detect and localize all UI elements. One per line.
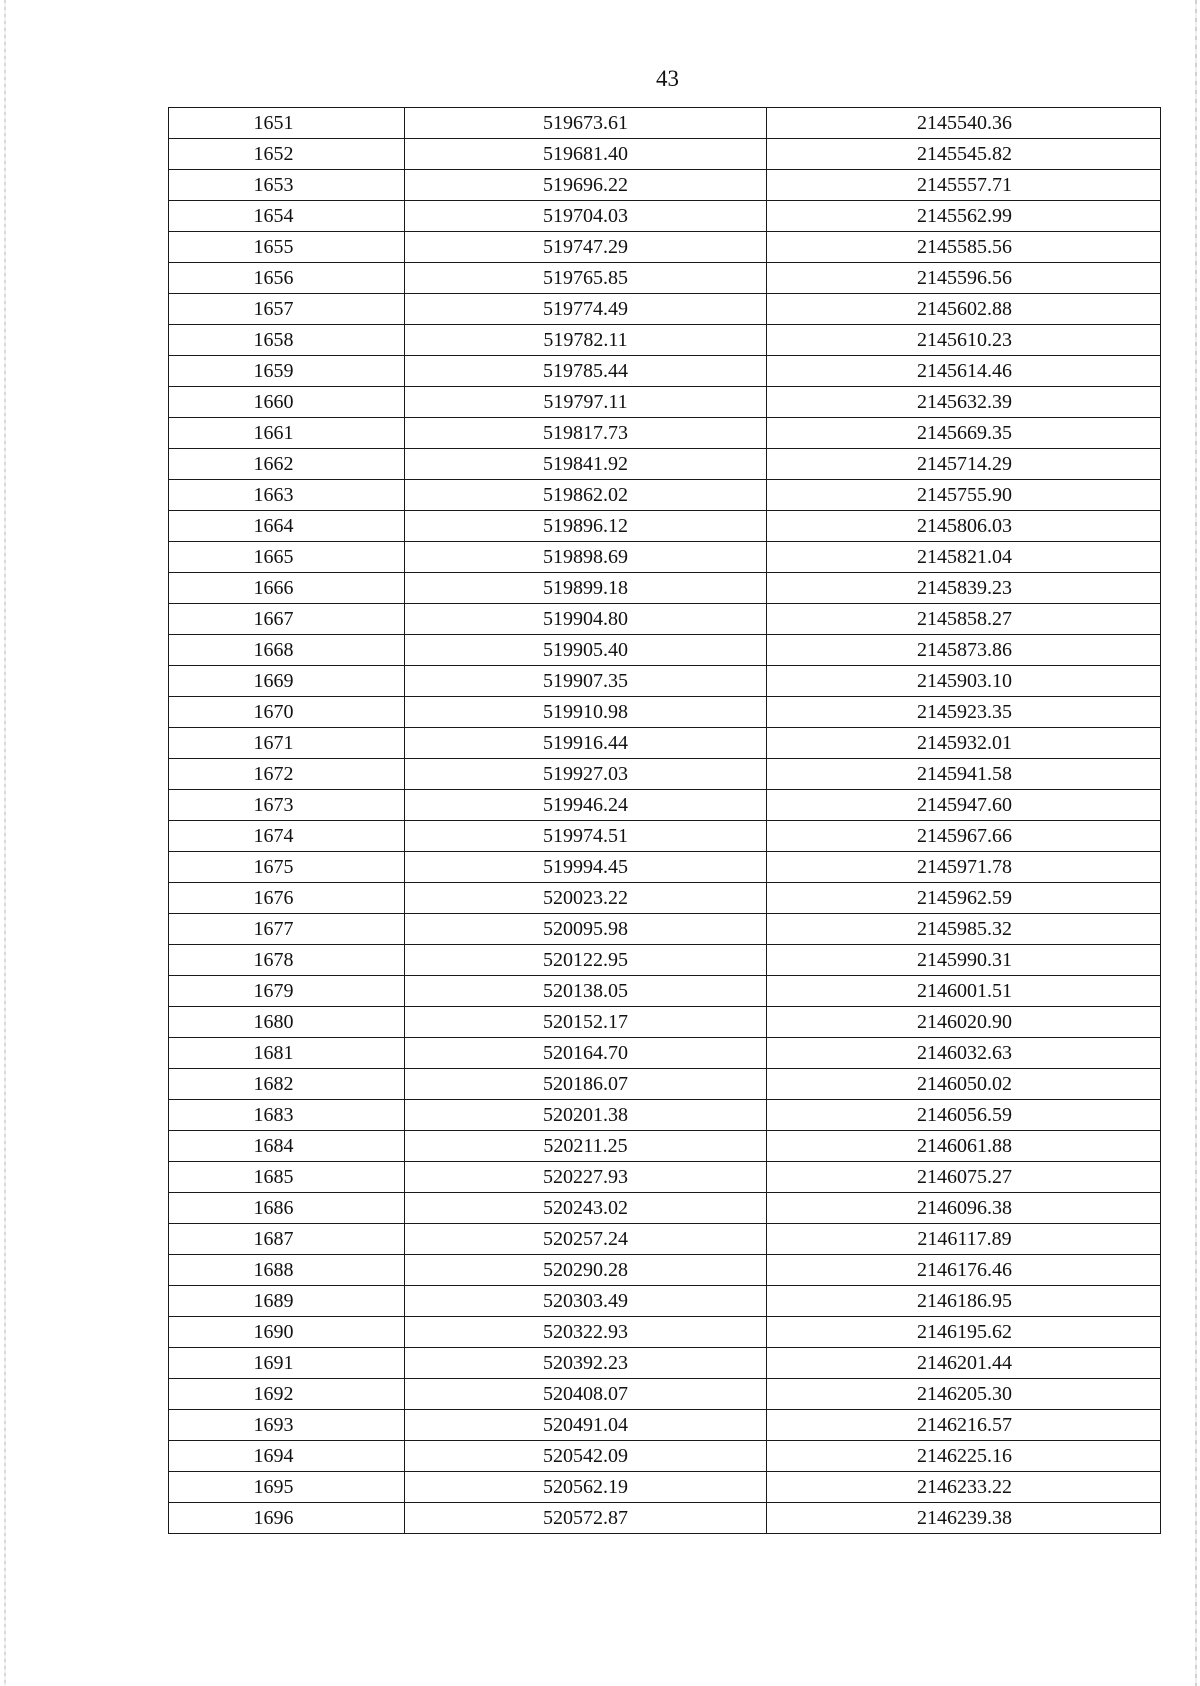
x-coordinate-cell: 520542.09 [405, 1441, 767, 1472]
x-coordinate-cell: 520095.98 [405, 914, 767, 945]
point-number-cell: 1670 [169, 697, 405, 728]
table-row [169, 1007, 1161, 1038]
y-coordinate-cell: 2145585.56 [767, 232, 1161, 263]
y-coordinate-cell: 2145858.27 [767, 604, 1161, 635]
table-row [169, 821, 1161, 852]
x-coordinate-cell: 519774.49 [405, 294, 767, 325]
table-row [169, 511, 1161, 542]
point-number-cell: 1671 [169, 728, 405, 759]
x-coordinate-cell: 520408.07 [405, 1379, 767, 1410]
x-coordinate-cell: 519681.40 [405, 139, 767, 170]
point-number-cell: 1662 [169, 449, 405, 480]
point-number-cell: 1688 [169, 1255, 405, 1286]
table-row [169, 170, 1161, 201]
x-coordinate-cell: 519747.29 [405, 232, 767, 263]
y-coordinate-cell: 2145873.86 [767, 635, 1161, 666]
point-number-cell: 1691 [169, 1348, 405, 1379]
table-row [169, 449, 1161, 480]
table-row [169, 418, 1161, 449]
point-number-cell: 1661 [169, 418, 405, 449]
point-number-cell: 1660 [169, 387, 405, 418]
y-coordinate-cell: 2146233.22 [767, 1472, 1161, 1503]
table-row [169, 728, 1161, 759]
point-number-cell: 1676 [169, 883, 405, 914]
y-coordinate-cell: 2145903.10 [767, 666, 1161, 697]
y-coordinate-cell: 2145821.04 [767, 542, 1161, 573]
point-number-cell: 1663 [169, 480, 405, 511]
y-coordinate-cell: 2145714.29 [767, 449, 1161, 480]
point-number-cell: 1675 [169, 852, 405, 883]
table-row [169, 945, 1161, 976]
point-number-cell: 1696 [169, 1503, 405, 1534]
point-number-cell: 1685 [169, 1162, 405, 1193]
point-number-cell: 1687 [169, 1224, 405, 1255]
y-coordinate-cell: 2146239.38 [767, 1503, 1161, 1534]
x-coordinate-cell: 519946.24 [405, 790, 767, 821]
point-number-cell: 1686 [169, 1193, 405, 1224]
point-number-cell: 1693 [169, 1410, 405, 1441]
y-coordinate-cell: 2146205.30 [767, 1379, 1161, 1410]
y-coordinate-cell: 2145923.35 [767, 697, 1161, 728]
table-row [169, 1379, 1161, 1410]
table-row [169, 1038, 1161, 1069]
table-row [169, 294, 1161, 325]
point-number-cell: 1653 [169, 170, 405, 201]
point-number-cell: 1668 [169, 635, 405, 666]
table-row [169, 480, 1161, 511]
y-coordinate-cell: 2145669.35 [767, 418, 1161, 449]
table-row [169, 1069, 1161, 1100]
y-coordinate-cell: 2145806.03 [767, 511, 1161, 542]
table-row [169, 697, 1161, 728]
point-number-cell: 1681 [169, 1038, 405, 1069]
x-coordinate-cell: 519841.92 [405, 449, 767, 480]
y-coordinate-cell: 2146050.02 [767, 1069, 1161, 1100]
table-row [169, 790, 1161, 821]
y-coordinate-cell: 2145755.90 [767, 480, 1161, 511]
y-coordinate-cell: 2145614.46 [767, 356, 1161, 387]
point-number-cell: 1652 [169, 139, 405, 170]
y-coordinate-cell: 2145545.82 [767, 139, 1161, 170]
x-coordinate-cell: 520303.49 [405, 1286, 767, 1317]
x-coordinate-cell: 520491.04 [405, 1410, 767, 1441]
x-coordinate-cell: 519782.11 [405, 325, 767, 356]
point-number-cell: 1651 [169, 108, 405, 139]
point-number-cell: 1664 [169, 511, 405, 542]
y-coordinate-cell: 2146216.57 [767, 1410, 1161, 1441]
x-coordinate-cell: 519704.03 [405, 201, 767, 232]
table-row [169, 1224, 1161, 1255]
table-row [169, 1348, 1161, 1379]
table-row [169, 573, 1161, 604]
coordinate-table [168, 107, 1161, 1534]
point-number-cell: 1679 [169, 976, 405, 1007]
x-coordinate-cell: 520227.93 [405, 1162, 767, 1193]
x-coordinate-cell: 519696.22 [405, 170, 767, 201]
x-coordinate-cell: 520562.19 [405, 1472, 767, 1503]
table-row [169, 1317, 1161, 1348]
table-row [169, 201, 1161, 232]
x-coordinate-cell: 519910.98 [405, 697, 767, 728]
point-number-cell: 1658 [169, 325, 405, 356]
table-row [169, 232, 1161, 263]
y-coordinate-cell: 2145990.31 [767, 945, 1161, 976]
x-coordinate-cell: 519673.61 [405, 108, 767, 139]
y-coordinate-cell: 2145971.78 [767, 852, 1161, 883]
point-number-cell: 1690 [169, 1317, 405, 1348]
x-coordinate-cell: 519904.80 [405, 604, 767, 635]
table-row [169, 759, 1161, 790]
y-coordinate-cell: 2145596.56 [767, 263, 1161, 294]
y-coordinate-cell: 2145941.58 [767, 759, 1161, 790]
point-number-cell: 1678 [169, 945, 405, 976]
table-row [169, 108, 1161, 139]
y-coordinate-cell: 2146001.51 [767, 976, 1161, 1007]
table-row [169, 604, 1161, 635]
scan-edge-left [4, 0, 6, 1686]
y-coordinate-cell: 2146032.63 [767, 1038, 1161, 1069]
table-row [169, 852, 1161, 883]
point-number-cell: 1666 [169, 573, 405, 604]
x-coordinate-cell: 519905.40 [405, 635, 767, 666]
x-coordinate-cell: 520138.05 [405, 976, 767, 1007]
x-coordinate-cell: 520572.87 [405, 1503, 767, 1534]
x-coordinate-cell: 520164.70 [405, 1038, 767, 1069]
coordinate-table-body [169, 108, 1161, 1534]
y-coordinate-cell: 2145962.59 [767, 883, 1161, 914]
scan-edge-right [1195, 0, 1197, 1686]
point-number-cell: 1677 [169, 914, 405, 945]
table-row [169, 1131, 1161, 1162]
x-coordinate-cell: 519765.85 [405, 263, 767, 294]
y-coordinate-cell: 2145610.23 [767, 325, 1161, 356]
point-number-cell: 1672 [169, 759, 405, 790]
x-coordinate-cell: 520152.17 [405, 1007, 767, 1038]
point-number-cell: 1656 [169, 263, 405, 294]
table-row [169, 139, 1161, 170]
y-coordinate-cell: 2145985.32 [767, 914, 1161, 945]
point-number-cell: 1695 [169, 1472, 405, 1503]
y-coordinate-cell: 2146096.38 [767, 1193, 1161, 1224]
x-coordinate-cell: 519817.73 [405, 418, 767, 449]
y-coordinate-cell: 2146075.27 [767, 1162, 1161, 1193]
y-coordinate-cell: 2146201.44 [767, 1348, 1161, 1379]
x-coordinate-cell: 520392.23 [405, 1348, 767, 1379]
point-number-cell: 1673 [169, 790, 405, 821]
x-coordinate-cell: 520257.24 [405, 1224, 767, 1255]
x-coordinate-cell: 520243.02 [405, 1193, 767, 1224]
y-coordinate-cell: 2145602.88 [767, 294, 1161, 325]
point-number-cell: 1657 [169, 294, 405, 325]
table-row [169, 666, 1161, 697]
table-row [169, 1100, 1161, 1131]
y-coordinate-cell: 2146061.88 [767, 1131, 1161, 1162]
table-row [169, 1255, 1161, 1286]
table-row [169, 263, 1161, 294]
table-row [169, 1162, 1161, 1193]
point-number-cell: 1692 [169, 1379, 405, 1410]
point-number-cell: 1682 [169, 1069, 405, 1100]
table-row [169, 387, 1161, 418]
point-number-cell: 1684 [169, 1131, 405, 1162]
table-row [169, 1472, 1161, 1503]
table-row [169, 635, 1161, 666]
x-coordinate-cell: 520122.95 [405, 945, 767, 976]
point-number-cell: 1674 [169, 821, 405, 852]
x-coordinate-cell: 519898.69 [405, 542, 767, 573]
y-coordinate-cell: 2145540.36 [767, 108, 1161, 139]
table-row [169, 542, 1161, 573]
y-coordinate-cell: 2145632.39 [767, 387, 1161, 418]
x-coordinate-cell: 519907.35 [405, 666, 767, 697]
x-coordinate-cell: 520211.25 [405, 1131, 767, 1162]
x-coordinate-cell: 519797.11 [405, 387, 767, 418]
point-number-cell: 1655 [169, 232, 405, 263]
x-coordinate-cell: 520023.22 [405, 883, 767, 914]
x-coordinate-cell: 519916.44 [405, 728, 767, 759]
y-coordinate-cell: 2146195.62 [767, 1317, 1161, 1348]
x-coordinate-cell: 519785.44 [405, 356, 767, 387]
y-coordinate-cell: 2146186.95 [767, 1286, 1161, 1317]
y-coordinate-cell: 2146176.46 [767, 1255, 1161, 1286]
table-row [169, 356, 1161, 387]
table-row [169, 1441, 1161, 1472]
table-row [169, 883, 1161, 914]
point-number-cell: 1689 [169, 1286, 405, 1317]
point-number-cell: 1683 [169, 1100, 405, 1131]
y-coordinate-cell: 2146117.89 [767, 1224, 1161, 1255]
y-coordinate-cell: 2145932.01 [767, 728, 1161, 759]
x-coordinate-cell: 520322.93 [405, 1317, 767, 1348]
point-number-cell: 1667 [169, 604, 405, 635]
point-number-cell: 1654 [169, 201, 405, 232]
table-row [169, 914, 1161, 945]
y-coordinate-cell: 2146225.16 [767, 1441, 1161, 1472]
x-coordinate-cell: 519899.18 [405, 573, 767, 604]
x-coordinate-cell: 520186.07 [405, 1069, 767, 1100]
x-coordinate-cell: 519896.12 [405, 511, 767, 542]
y-coordinate-cell: 2145557.71 [767, 170, 1161, 201]
page-number: 43 [656, 66, 679, 91]
point-number-cell: 1669 [169, 666, 405, 697]
y-coordinate-cell: 2145947.60 [767, 790, 1161, 821]
point-number-cell: 1665 [169, 542, 405, 573]
table-row [169, 1193, 1161, 1224]
point-number-cell: 1694 [169, 1441, 405, 1472]
x-coordinate-cell: 520290.28 [405, 1255, 767, 1286]
table-row [169, 1286, 1161, 1317]
x-coordinate-cell: 519862.02 [405, 480, 767, 511]
point-number-cell: 1680 [169, 1007, 405, 1038]
x-coordinate-cell: 519927.03 [405, 759, 767, 790]
x-coordinate-cell: 519974.51 [405, 821, 767, 852]
y-coordinate-cell: 2145967.66 [767, 821, 1161, 852]
table-row [169, 1410, 1161, 1441]
x-coordinate-cell: 519994.45 [405, 852, 767, 883]
y-coordinate-cell: 2146056.59 [767, 1100, 1161, 1131]
y-coordinate-cell: 2145839.23 [767, 573, 1161, 604]
y-coordinate-cell: 2146020.90 [767, 1007, 1161, 1038]
table-row [169, 976, 1161, 1007]
y-coordinate-cell: 2145562.99 [767, 201, 1161, 232]
table-row [169, 1503, 1161, 1534]
point-number-cell: 1659 [169, 356, 405, 387]
table-row [169, 325, 1161, 356]
x-coordinate-cell: 520201.38 [405, 1100, 767, 1131]
